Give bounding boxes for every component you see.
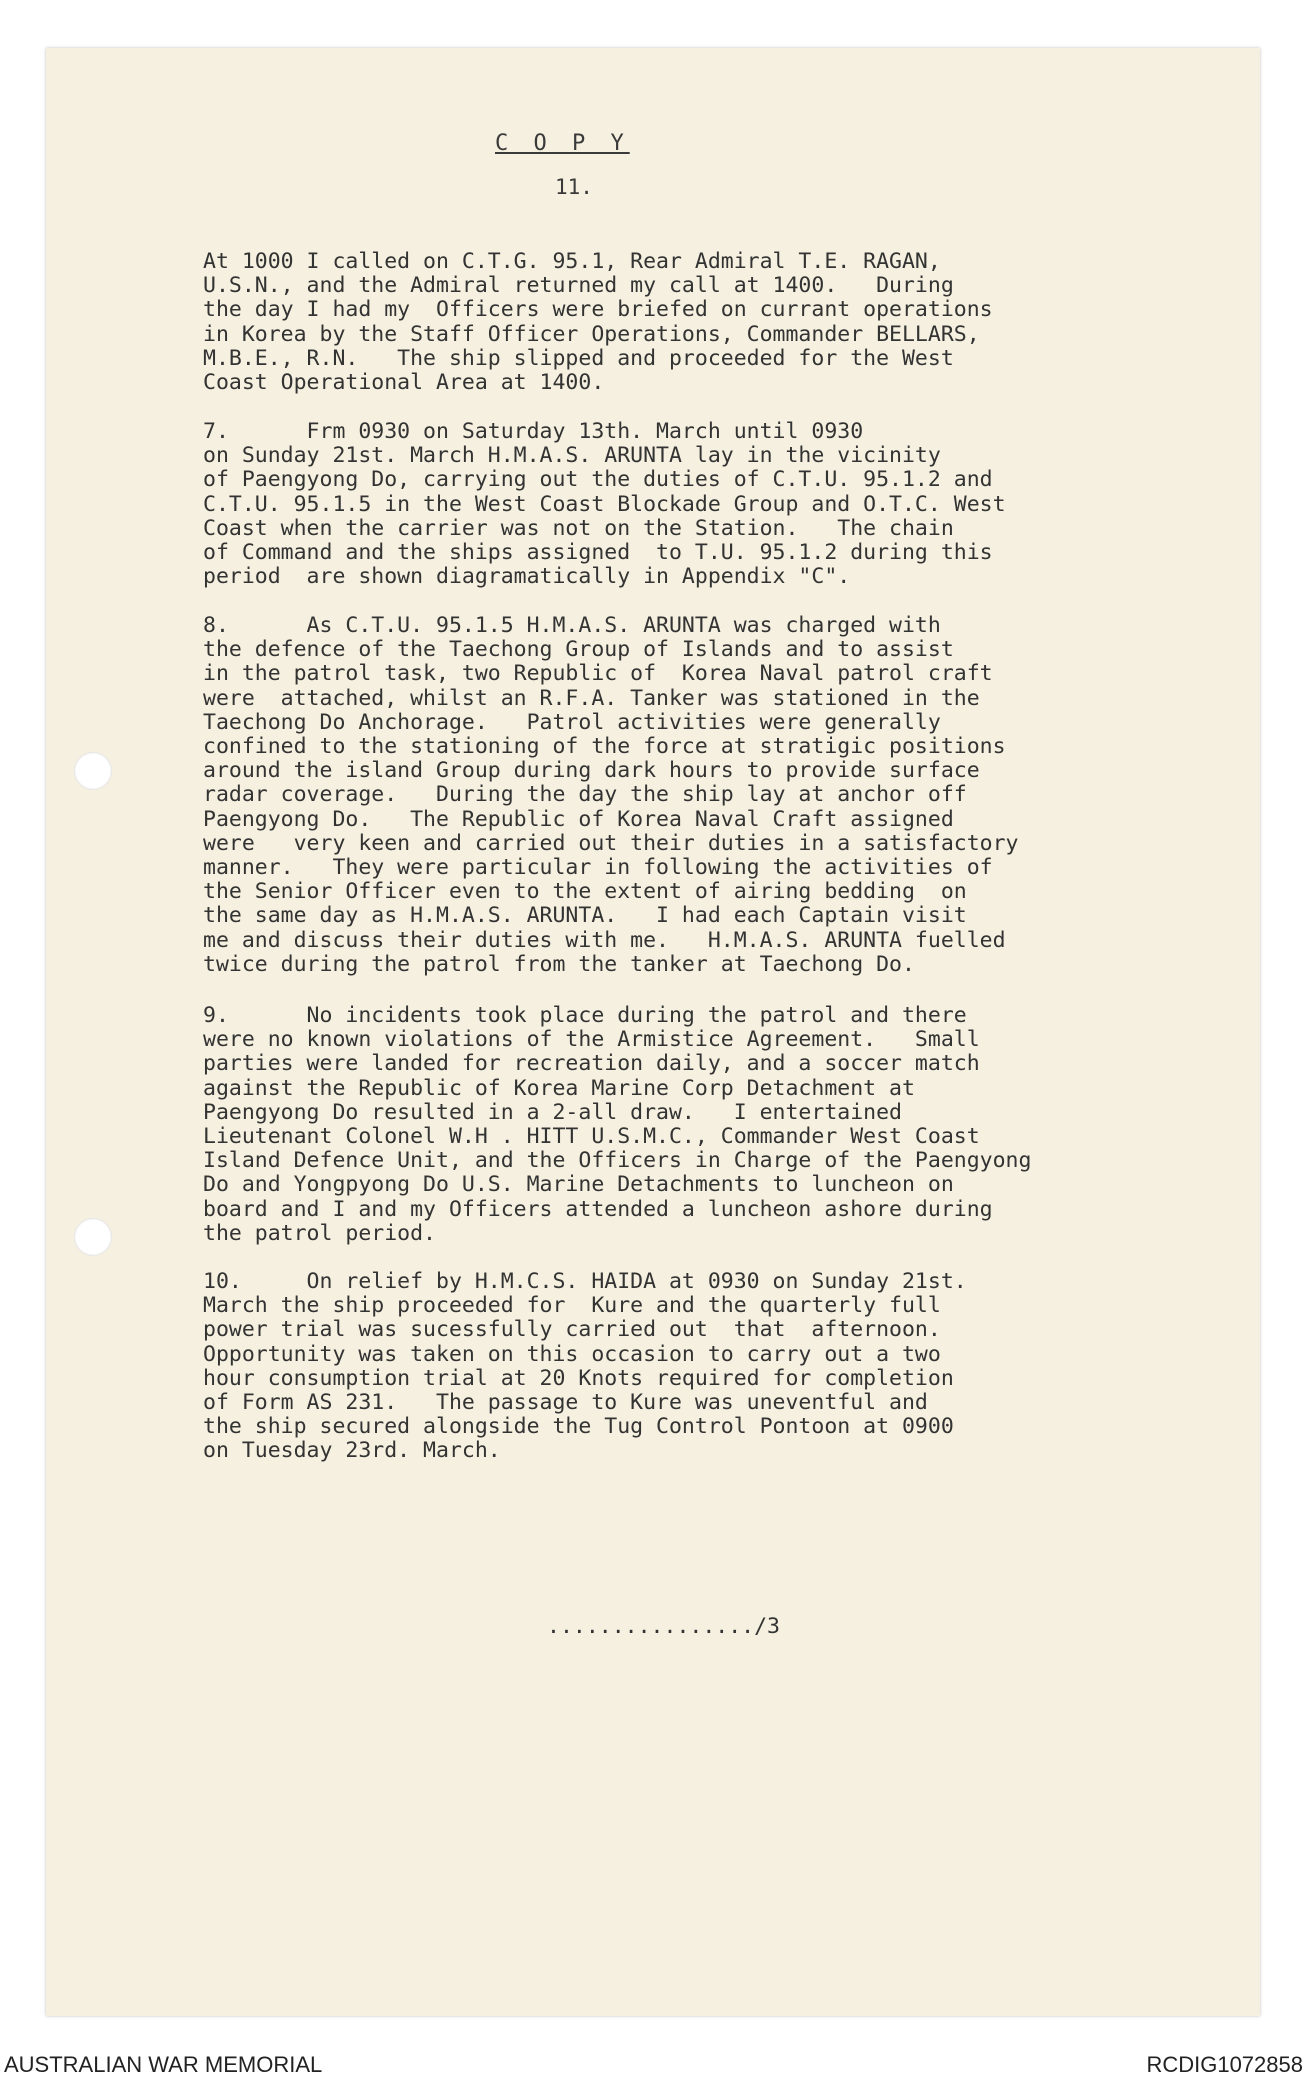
footer-id: RCDIG1072858 bbox=[1146, 2052, 1303, 2077]
document-title: C O P Y bbox=[495, 131, 630, 156]
paragraph-9: 9. No incidents took place during the patrol and there were no known violations of the Armistice Agreement. Small parties were landed for recreation daily, and a soccer match against the Republic of Korea Marine Corp Detachment at Paengyong Do resulted in a 2-all draw. I entertained Lieutenant Colonel W.H . HITT U.S.M.C., Commander West Coast Island Defence Unit, and the Officers in Charge of the Paengyong Do and Yongpyong Do U.S. Marine Detachments to luncheon on board and I and my Officers attended a luncheon ashore during the patrol period. bbox=[203, 1003, 1032, 1246]
punch-hole bbox=[74, 1218, 112, 1256]
page-number: 11. bbox=[555, 175, 593, 199]
footer-source: AUSTRALIAN WAR MEMORIAL bbox=[4, 2052, 323, 2077]
paragraph-intro: At 1000 I called on C.T.G. 95.1, Rear Admiral T.E. RAGAN, U.S.N., and the Admiral returned my call at 1400. During the day I had my Officers were briefed on currant operations in Korea by the Staff Officer Operations, Commander BELLARS, M.B.E., R.N. The ship slipped and proceeded for the West Coast Operational Area at 1400. bbox=[203, 249, 993, 396]
paragraph-10: 10. On relief by H.M.C.S. HAIDA at 0930 on Sunday 21st. March the ship proceeded for Kure and the quarterly full power trial was sucessfully carried out that afternoon. Opportunity was taken on this occasion to carry out a two hour consumption trial at 20 Knots required for completion of Form AS 231. The passage to Kure was uneventful and the ship secured alongside the Tug Control Pontoon at 0900 on Tuesday 23rd. March. bbox=[203, 1269, 967, 1464]
punch-hole bbox=[74, 752, 112, 790]
paragraph-8: 8. As C.T.U. 95.1.5 H.M.A.S. ARUNTA was charged with the defence of the Taechong Group of Islands and to assist in the patrol task, two Republic of Korea Naval patrol craft were attached, whilst an R.F.A. Tanker was stationed in the Taechong Do Anchorage. Patrol activities were generally confined to the stationing of the force at stratigic positions around the island Group during dark hours to provide surface radar coverage. During the day the ship lay at anchor off Paengyong Do. The Republic of Korea Naval Craft assigned were very keen and carried out their duties in a satisfactory manner. They were particular in following the activities of the Senior Officer even to the extent of airing bedding on the same day as H.M.A.S. ARUNTA. I had each Captain visit me and discuss their duties with me. H.M.A.S. ARUNTA fuelled twice during the patrol from the tanker at Taechong Do. bbox=[203, 613, 1019, 977]
continuation-marker: ................/3 bbox=[547, 1614, 780, 1639]
paragraph-7: 7. Frm 0930 on Saturday 13th. March until 0930 on Sunday 21st. March H.M.A.S. ARUNTA lay in the vicinity of Paengyong Do, carrying out the duties of C.T.U. 95.1.2 and C.T.U. 95.1.5 in the West Coast Blockade Group and O.T.C. West Coast when the carrier was not on the Station. The chain of Command and the ships assigned to T.U. 95.1.2 during this period are shown diagramatically in Appendix "C". bbox=[203, 419, 1006, 590]
